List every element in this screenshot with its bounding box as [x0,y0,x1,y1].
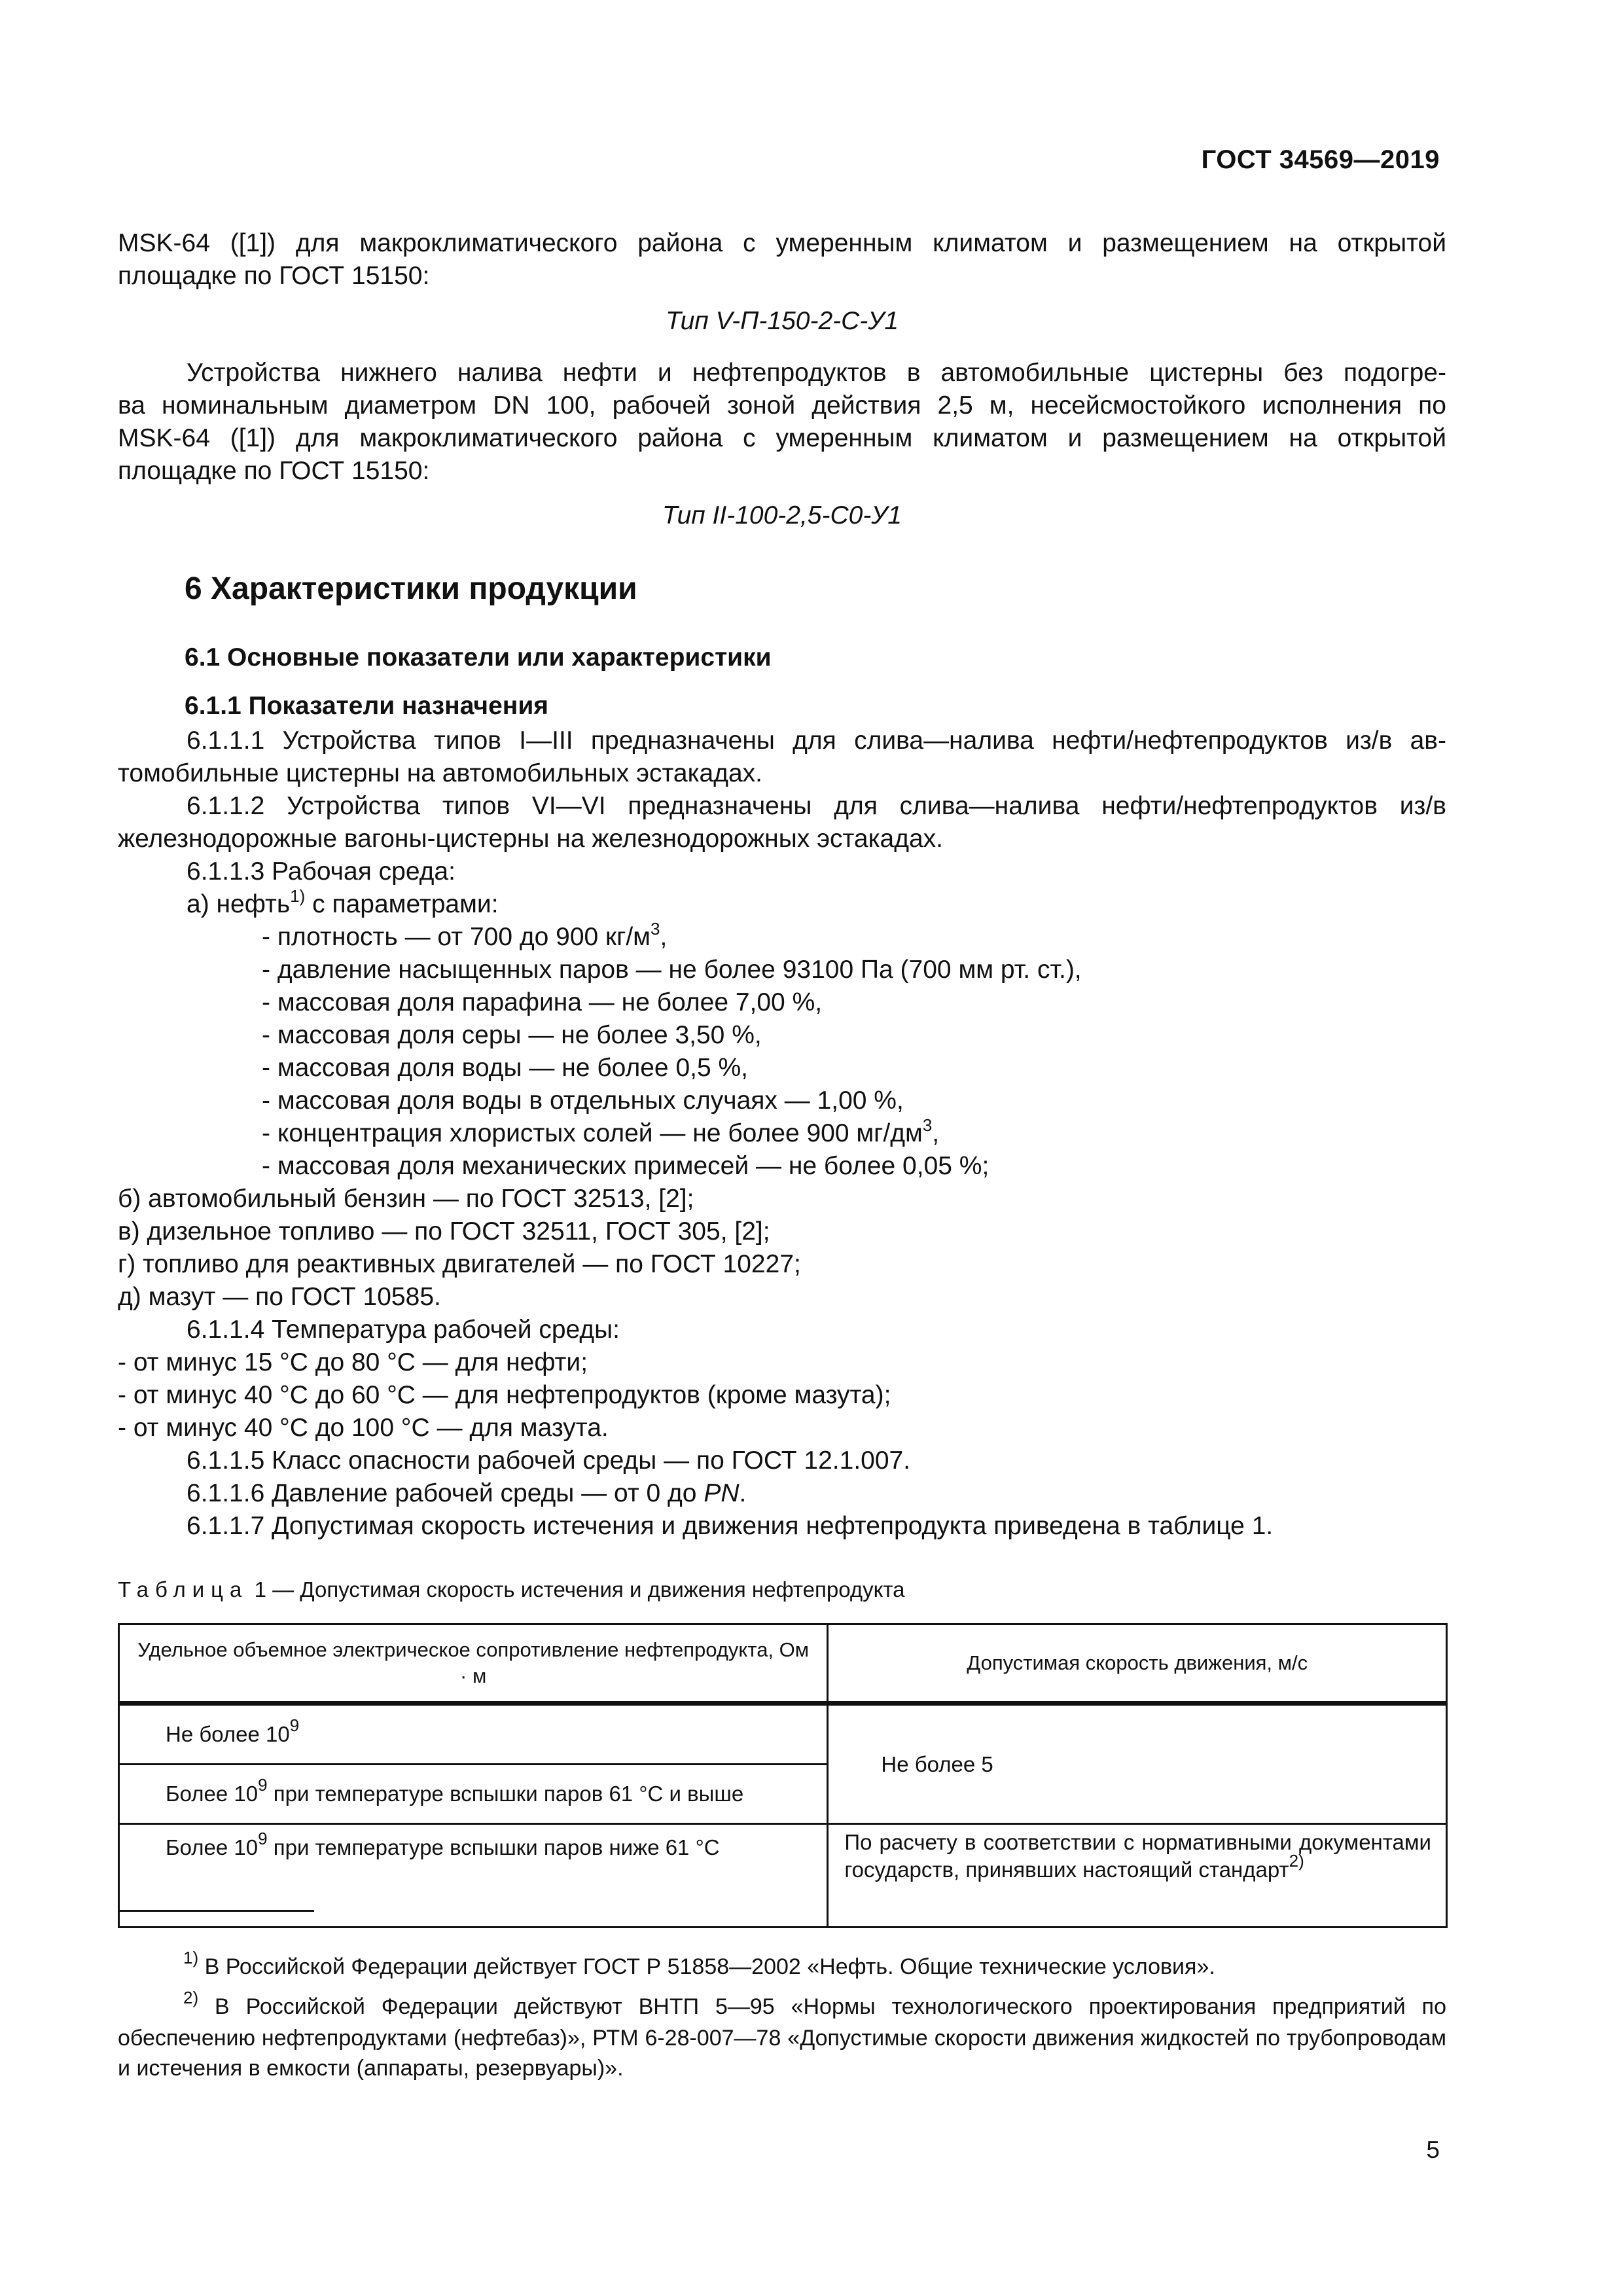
paragraph-line: 6.1.1.6 Давление рабочей среды — от 0 до PN. [187,1479,747,1507]
paragraph-line: 6.1.1.1 Устройства типов I—III предназначены для слива—налива нефти/нефтепродуктов из/в ав- [187,726,1446,755]
paragraph-line: 6.1.1.5 Класс опасности рабочей среды — по ГОСТ 12.1.007. [187,1446,911,1475]
table-row [119,1824,1447,1928]
param-item: - массовая доля серы — не более 3,50 %, [262,1021,762,1049]
table-cell: По расчету в соответствии с нормативными документами государств, принявших настоящий стандарт$^{2)}$ [828,1824,1447,1928]
standard-code-header: ГОСТ 34569—2019 [1201,145,1440,174]
page-number: 5 [1426,2136,1440,2163]
velocity-table [118,1623,1448,1928]
list-item: в) дизельное топливо — по ГОСТ 32511, ГОСТ 305, [2]; [118,1217,770,1246]
table-row [119,1704,1447,1765]
intro-line: площадке по ГОСТ 15150: [118,262,430,290]
subsection-heading: 6.1 Основные показатели или характеристики [185,643,772,672]
type-designation: Тип V-П-150-2-С-У1 [666,307,899,335]
list-item: г) топливо для реактивных двигателей — по ГОСТ 10227; [118,1250,801,1278]
param-item: - массовая доля парафина — не более 7,00 %, [262,988,823,1016]
intro-line: ва номинальным диаметром DN 100, рабочей зоной действия 2,5 м, несейсмостойкого исполнения по [118,391,1446,420]
intro-line: площадке по ГОСТ 15150: [118,457,430,485]
param-item: - плотность — от 700 до 900 $кг/м^3$, [262,919,668,951]
table-caption: Таблица 1 — Допустимая скорость истечения и движения нефтепродукта [118,1577,905,1602]
intro-line: Устройства нижнего налива нефти и нефтепродуктов в автомобильные цистерны без подогре- [187,359,1446,387]
footnote-separator [118,1910,314,1912]
type-designation: Тип II-100-2,5-С0-У1 [662,501,902,529]
section-heading: 6 Характеристики продукции [185,571,637,606]
footnote: $^{2)}$ В Российской Федерации действуют ВНТП 5—95 «Нормы технологического проектирования предприятий по обеспечению нефтепродуктами (нефтебаз)», РТМ 6-28-007—78 «Допустимые скорости движения жидкостей по трубопроводам и истечения в емкости (аппараты, резервуары)». [118,1988,1446,2081]
table-cell: Не более 5 [828,1704,1447,1824]
temp-item: - от минус 40 °С до 60 °С — для нефтепродуктов (кроме мазута); [118,1381,891,1409]
temp-item: - от минус 40 °С до 100 °С — для мазута. [118,1414,609,1442]
table-cell: Более $10^9$ при температуре вспышки паров 61 °С и выше [119,1765,828,1824]
list-item: б) автомобильный бензин — по ГОСТ 32513, [2]; [118,1185,694,1213]
table-header-row [119,1624,1447,1704]
paragraph-line: томобильные цистерны на автомобильных эстакадах. [118,759,762,787]
table-header-cell: Удельное объемное электрическое сопротивление нефтепродукта, Ом · м [119,1624,828,1704]
param-item: - концентрация хлористых солей — не более 900 $мг/дм^3$, [262,1115,940,1147]
table-cell: Не более $10^9$ [119,1704,828,1765]
intro-line: MSK-64 ([1]) для макроклиматического района с умеренным климатом и размещением на открытой [118,229,1446,257]
param-item: - массовая доля воды — не более 0,5 %, [262,1054,749,1082]
param-item: - массовая доля воды в отдельных случаях — 1,00 %, [262,1086,904,1115]
paragraph-line: 6.1.1.4 Температура рабочей среды: [187,1316,620,1344]
param-item: - массовая доля механических примесей — не более 0,05 %; [262,1152,990,1180]
table-header-cell: Допустимая скорость движения, м/с [828,1624,1447,1704]
paragraph-line: 6.1.1.7 Допустимая скорость истечения и движения нефтепродукта приведена в таблице 1. [187,1512,1274,1540]
paragraph-line: железнодорожные вагоны-цистерны на железнодорожных эстакадах. [118,825,943,853]
param-item: - давление насыщенных паров — не более 93100 Па (700 мм рт. ст.), [262,956,1082,984]
paragraph-line: 6.1.1.2 Устройства типов VI—VI предназначены для слива—налива нефти/нефтепродуктов из/в [187,792,1446,820]
list-item: д) мазут — по ГОСТ 10585. [118,1283,441,1311]
intro-line: MSK-64 ([1]) для макроклиматического района с умеренным климатом и размещением на открытой [118,424,1446,452]
subsection-heading: 6.1.1 Показатели назначения [185,692,549,720]
paragraph-line: 6.1.1.3 Рабочая среда: [187,857,455,886]
list-item: а) нефть$^{1)}$ с параметрами: [187,886,499,918]
table-cell: Более $10^9$ при температуре вспышки паров ниже 61 °С [119,1824,828,1928]
temp-item: - от минус 15 °С до 80 °С — для нефти; [118,1348,588,1376]
footnote: $^{1)}$ В Российской Федерации действует ГОСТ Р 51858—2002 «Нефть. Общие технические условия». [183,1948,1215,1979]
